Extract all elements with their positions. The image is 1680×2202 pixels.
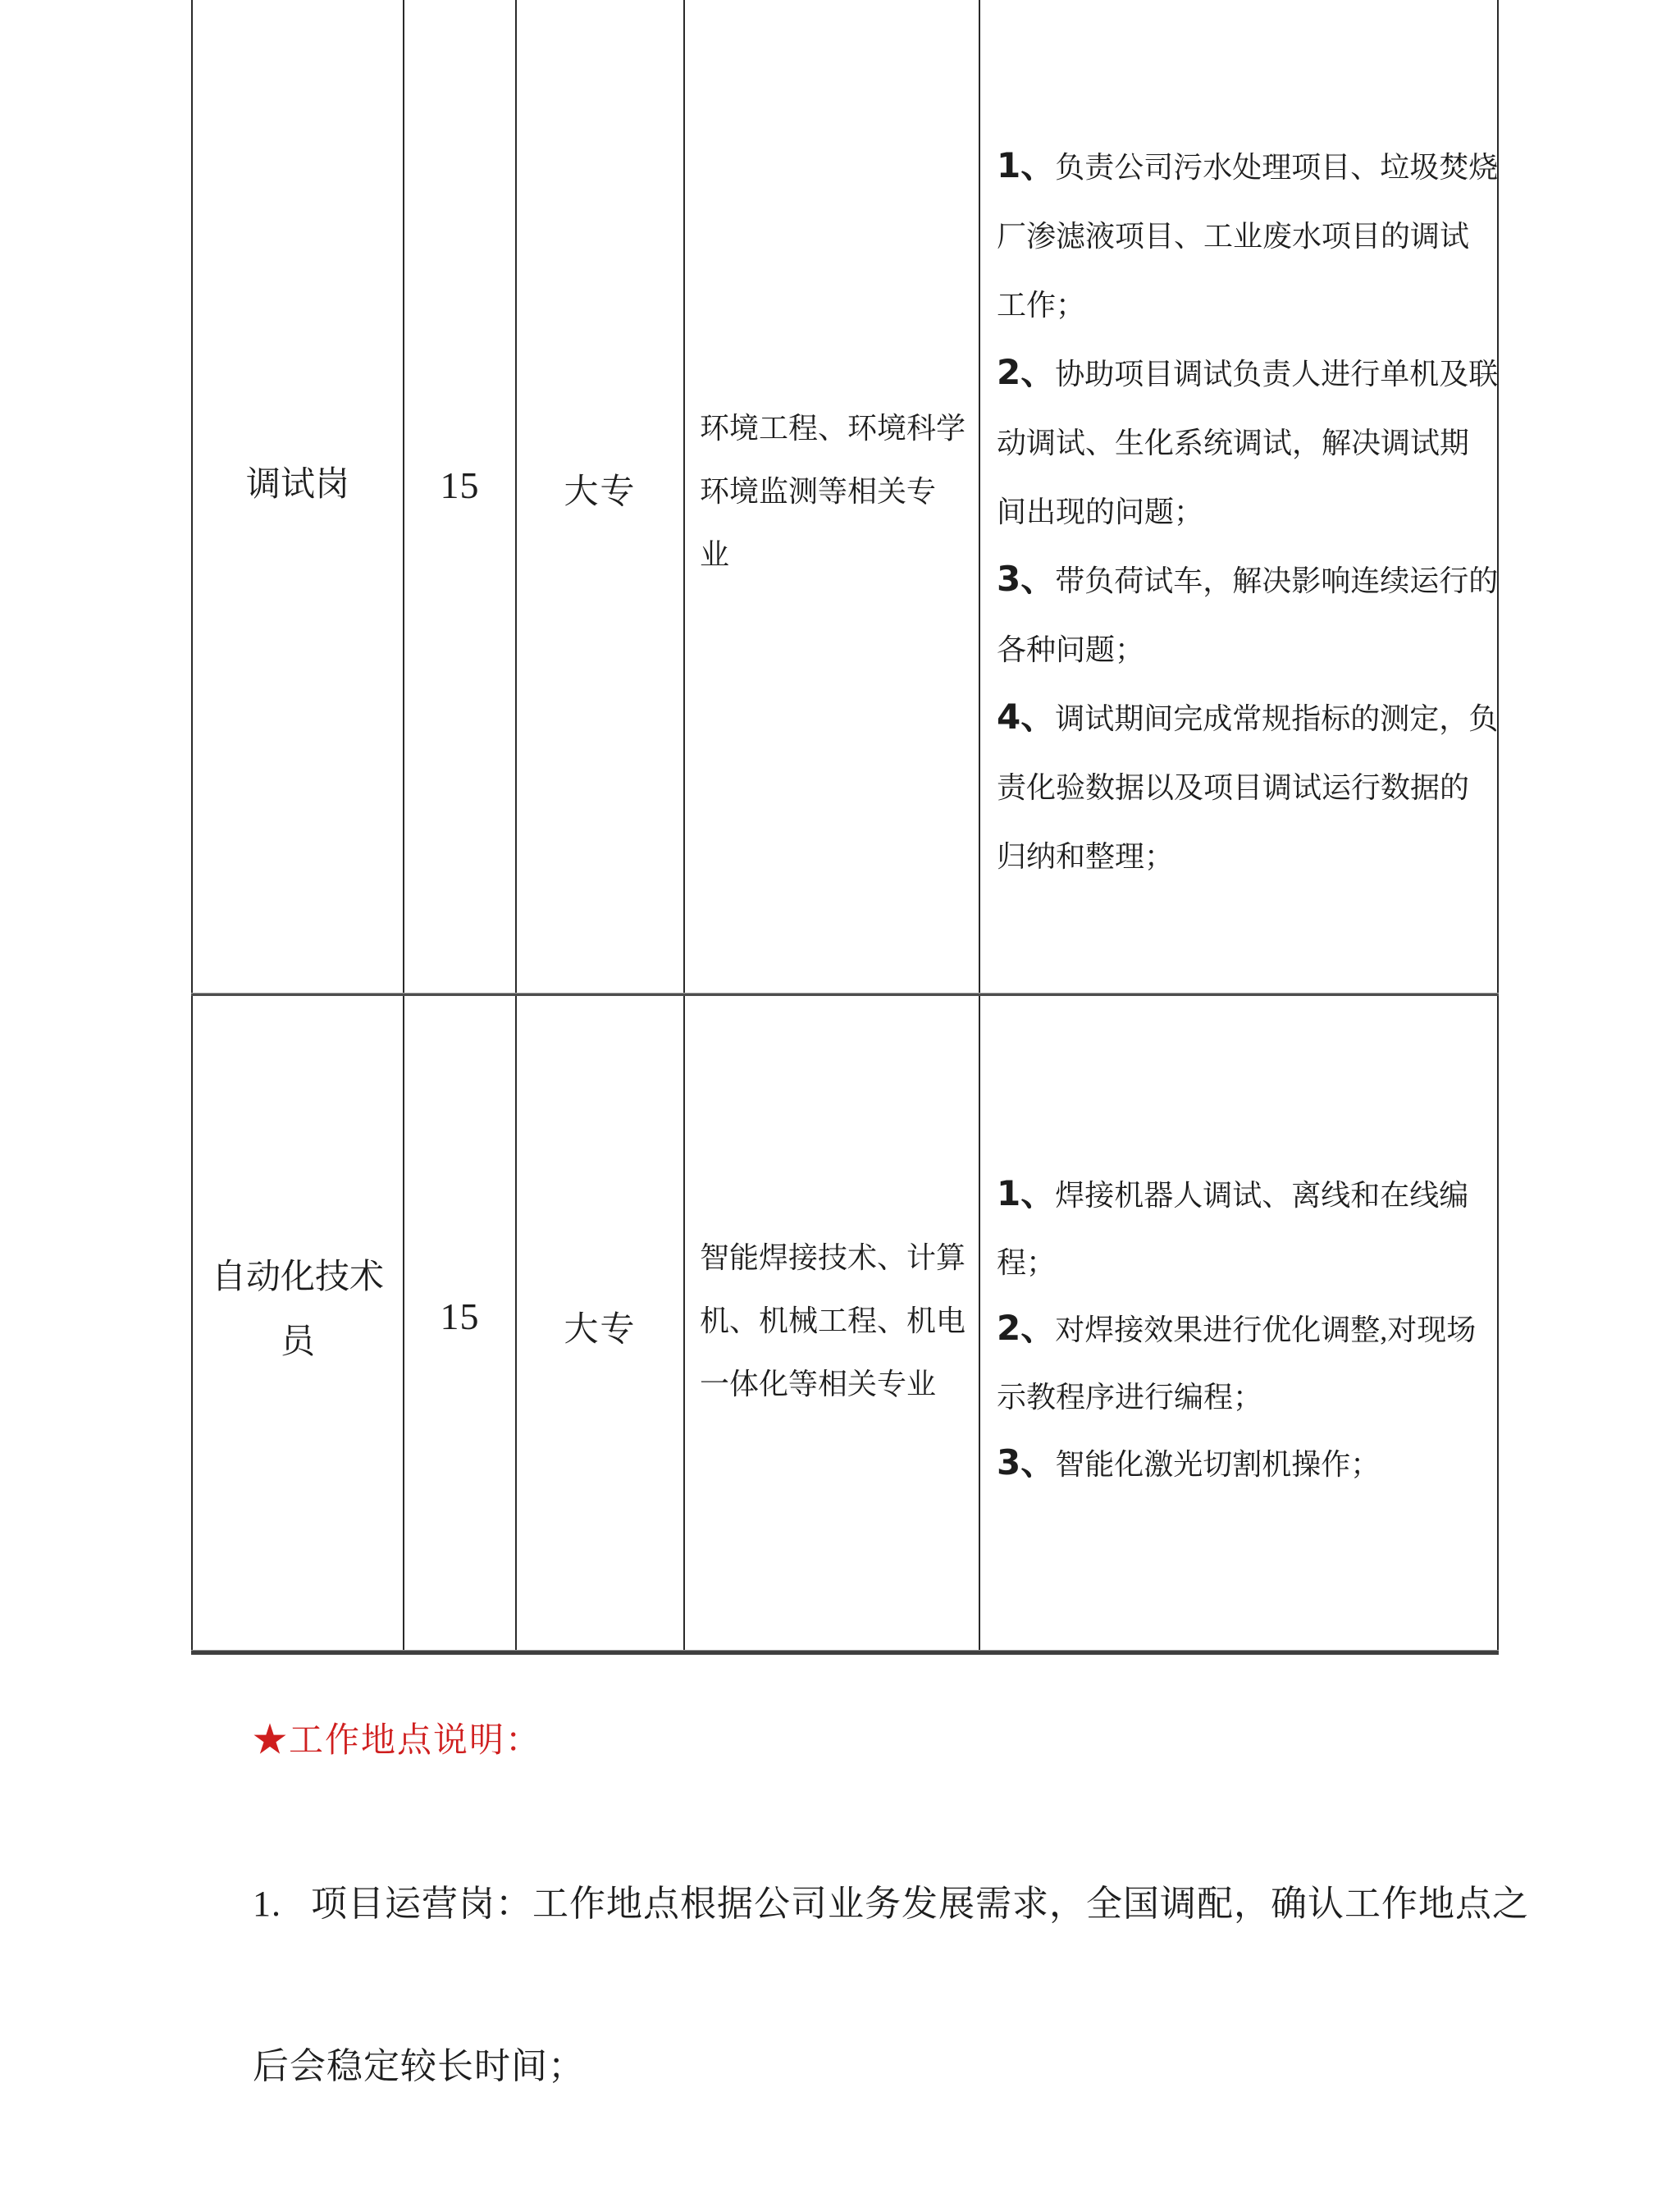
star-icon: ★ bbox=[253, 1722, 290, 1760]
cell-education-row2 bbox=[517, 1295, 683, 1364]
duty-line bbox=[997, 408, 1498, 477]
cell-duties-row2 bbox=[997, 1161, 1476, 1497]
duty-number: 2、 bbox=[997, 1308, 1056, 1348]
duty-line bbox=[997, 339, 1498, 408]
cell-position-row2 bbox=[193, 1245, 403, 1375]
major-line: 一体化等相关专业 bbox=[700, 1368, 937, 1400]
duty-number: 3、 bbox=[997, 559, 1056, 599]
cell-headcount-row1 bbox=[404, 451, 515, 520]
duty-text: 工作； bbox=[997, 289, 1086, 322]
table-border-col3 bbox=[683, 0, 685, 1651]
table-border-col1 bbox=[403, 0, 404, 1651]
duty-number: 1、 bbox=[997, 1173, 1056, 1213]
major-line: 业 bbox=[700, 538, 730, 571]
duty-number: 2、 bbox=[997, 352, 1056, 392]
duty-line bbox=[997, 821, 1498, 890]
education-value: 大专 bbox=[564, 473, 637, 511]
duty-text: 焊接机器人调试、离线和在线编 bbox=[1055, 1179, 1469, 1212]
duty-text: 示教程序进行编程； bbox=[997, 1381, 1263, 1414]
duty-line bbox=[997, 477, 1498, 546]
duty-text: 带负荷试车，解决影响连续运行的 bbox=[1055, 564, 1499, 597]
duty-line bbox=[997, 1295, 1476, 1363]
duty-line bbox=[997, 683, 1498, 752]
duty-number: 3、 bbox=[997, 1442, 1056, 1482]
cell-duties-row1 bbox=[997, 132, 1498, 890]
duty-line bbox=[997, 132, 1498, 201]
duty-text: 负责公司污水处理项目、垃圾焚烧 bbox=[1055, 151, 1499, 184]
duty-line bbox=[997, 546, 1498, 614]
education-value: 大专 bbox=[564, 1311, 637, 1349]
duty-line bbox=[997, 1363, 1476, 1430]
table-border-left bbox=[191, 0, 193, 1651]
major-line: 机、机械工程、机电 bbox=[700, 1304, 966, 1337]
work-location-notes bbox=[253, 1769, 1582, 2202]
position-text: 自动化技术 bbox=[211, 1259, 384, 1296]
headcount-value: 15 bbox=[440, 1295, 480, 1337]
duty-line bbox=[997, 1228, 1476, 1295]
duty-number: 4、 bbox=[997, 697, 1056, 737]
duty-number: 1、 bbox=[997, 145, 1056, 185]
duty-text: 程； bbox=[997, 1246, 1057, 1279]
duty-text: 动调试、生化系统调试，解决调试期 bbox=[997, 427, 1470, 459]
table-border-col2 bbox=[515, 0, 517, 1651]
major-line: 环境监测等相关专 bbox=[700, 475, 937, 508]
duty-text: 厂渗滤液项目、工业废水项目的调试 bbox=[997, 220, 1470, 253]
duty-text: 对焊接效果进行优化调整,对现场 bbox=[1055, 1313, 1477, 1346]
cell-headcount-row2 bbox=[404, 1282, 515, 1351]
cell-position-row1 bbox=[193, 451, 403, 519]
duty-line bbox=[997, 1430, 1476, 1497]
table-row-divider bbox=[191, 994, 1499, 996]
cell-major-row2 bbox=[700, 1227, 966, 1416]
duty-text: 协助项目调试负责人进行单机及联 bbox=[1055, 358, 1499, 391]
duty-line bbox=[997, 1161, 1476, 1228]
major-line: 环境工程、环境科学 bbox=[700, 412, 966, 445]
duty-line bbox=[997, 270, 1498, 339]
note-line: 1. 项目运营岗：工作地点根据公司业务发展需求，全国调配，确认工作地点之 bbox=[253, 1884, 1529, 1924]
duty-line bbox=[997, 201, 1498, 270]
duty-text: 责化验数据以及项目调试运行数据的 bbox=[997, 771, 1470, 804]
major-line: 智能焊接技术、计算 bbox=[700, 1241, 966, 1274]
table-border-col4 bbox=[979, 0, 980, 1651]
duty-text: 归纳和整理； bbox=[997, 840, 1175, 873]
duty-text: 智能化激光切割机操作； bbox=[1055, 1448, 1381, 1481]
cell-education-row1 bbox=[517, 458, 683, 527]
duty-text: 间出现的问题； bbox=[997, 496, 1204, 528]
heading-text: 工作地点说明： bbox=[289, 1722, 542, 1760]
note-line: 后会稳定较长时间； bbox=[253, 2046, 585, 2086]
work-location-heading bbox=[253, 1713, 541, 1769]
duty-text: 各种问题； bbox=[997, 633, 1145, 666]
duty-text: 调试期间完成常规指标的测定，负 bbox=[1055, 702, 1499, 735]
headcount-value: 15 bbox=[440, 464, 480, 506]
cell-major-row1 bbox=[700, 397, 966, 587]
duty-line bbox=[997, 752, 1498, 821]
duty-line bbox=[997, 614, 1498, 683]
position-text: 调试岗 bbox=[245, 466, 349, 504]
table-bottom-border bbox=[191, 1651, 1499, 1655]
position-text: 员 bbox=[280, 1323, 315, 1361]
